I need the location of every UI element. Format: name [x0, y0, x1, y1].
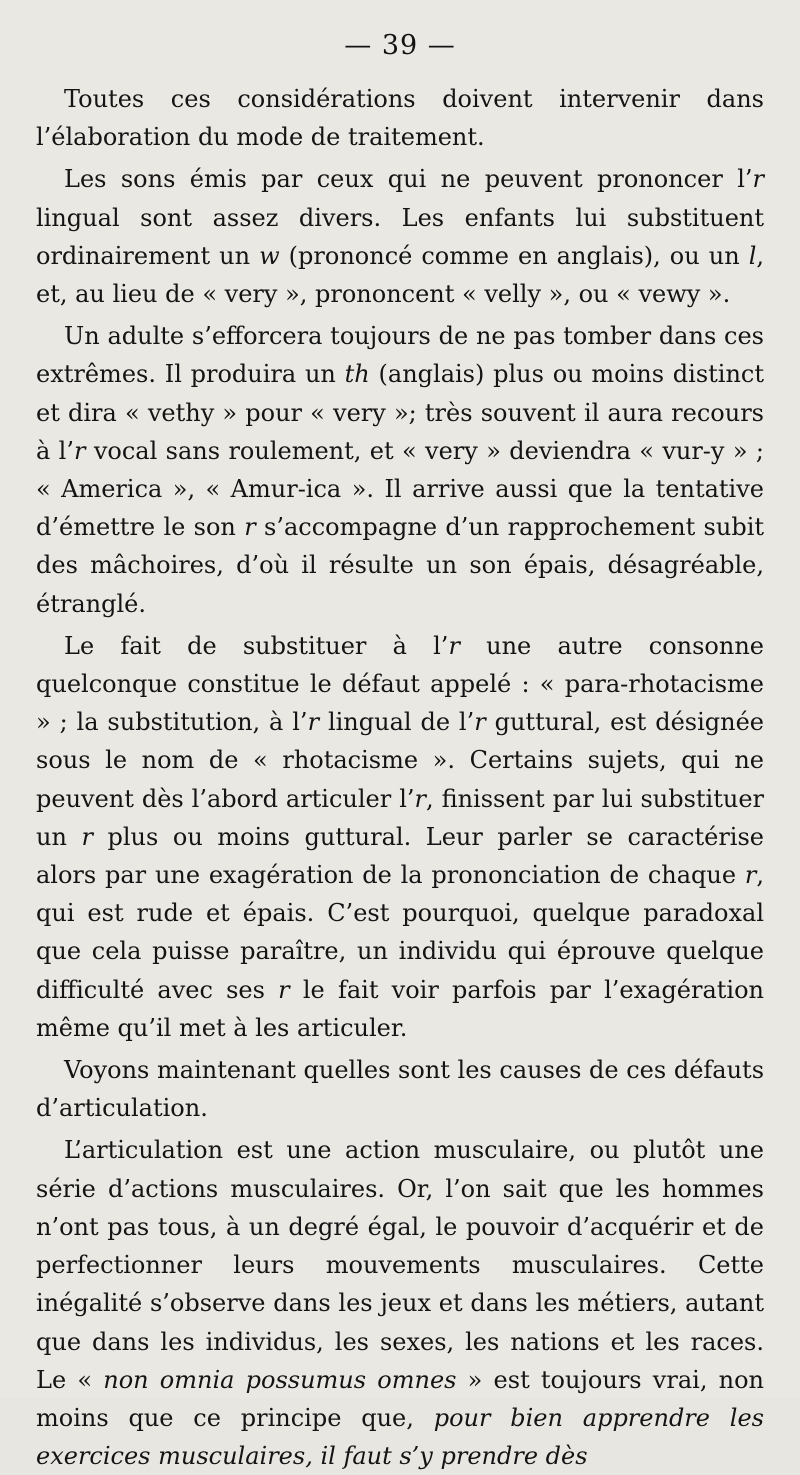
paragraph-6: L’articulation est une action musculaire, ou plutôt une série d’actions musculaires. Or, l’on sait que les hommes n’ont pas tous, à un degré égal, le pouvoir d’acquérir et de perfectionner leurs mouvements musculaires. Cette inégalité s’observe dans les jeux et dans les métiers, autant que dans les individus, les sexes, les nations et les races. Le « non omnia possumus omnes » est toujours vrai, non moins que ce principe que, pour bien apprendre les exercices musculaires, il faut s’y prendre dès — [36, 1136, 765, 1471]
paragraph-1: Toutes ces considérations doivent intervenir dans l’élaboration du mode de traitement. — [36, 85, 764, 152]
page-number: — 39 — — [344, 30, 456, 61]
paragraph-4: Le fait de substituer à l’r une autre consonne quelconque constitue le défaut appelé : « para-rhotacisme » ; la substitution, à l’r lingual de l’r guttural, est désignée sous le nom de « rhotacisme ». Certains sujets, qui ne peuvent dès l’abord articuler l’r, finissent par lui substituer un r plus ou moins guttural. Leur parler se caractérise alors par une exagération de la prononciation de chaque r, qui est rude et épais. C’est pourquoi, quelque paradoxal que cela puisse paraître, un individu qui éprouve quelque difficulté avec ses r le fait voir parfois par l’exagération même qu’il met à les articuler. — [36, 631, 765, 1042]
paragraph-3: Un adulte s’efforcera toujours de ne pas tomber dans ces extrêmes. Il produira un th (anglais) plus ou moins distinct et dira « vethy » pour « very »; très souvent il aura recours à l’r vocal sans roulement, et « very » deviendra « vur-y » ; « America », « Amur-ica ». Il arrive aussi que la tentative d’émettre le son r s’accompagne d’un rapprochement subit des mâchoires, d’où il résulte un son épais, désagréable, étranglé. — [36, 322, 765, 618]
paragraph-5: Voyons maintenant quelles sont les causes de ces défauts d’articulation. — [36, 1056, 765, 1123]
page-body — [36, 80, 764, 1475]
paragraph-2: Les sons émis par ceux qui ne peuvent prononcer l’r lingual sont assez divers. Les enfants lui substituent ordinairement un w (prononcé comme en anglais), ou un l, et, au lieu de « very », prononcent « velly », ou « vewy ». — [36, 165, 765, 309]
